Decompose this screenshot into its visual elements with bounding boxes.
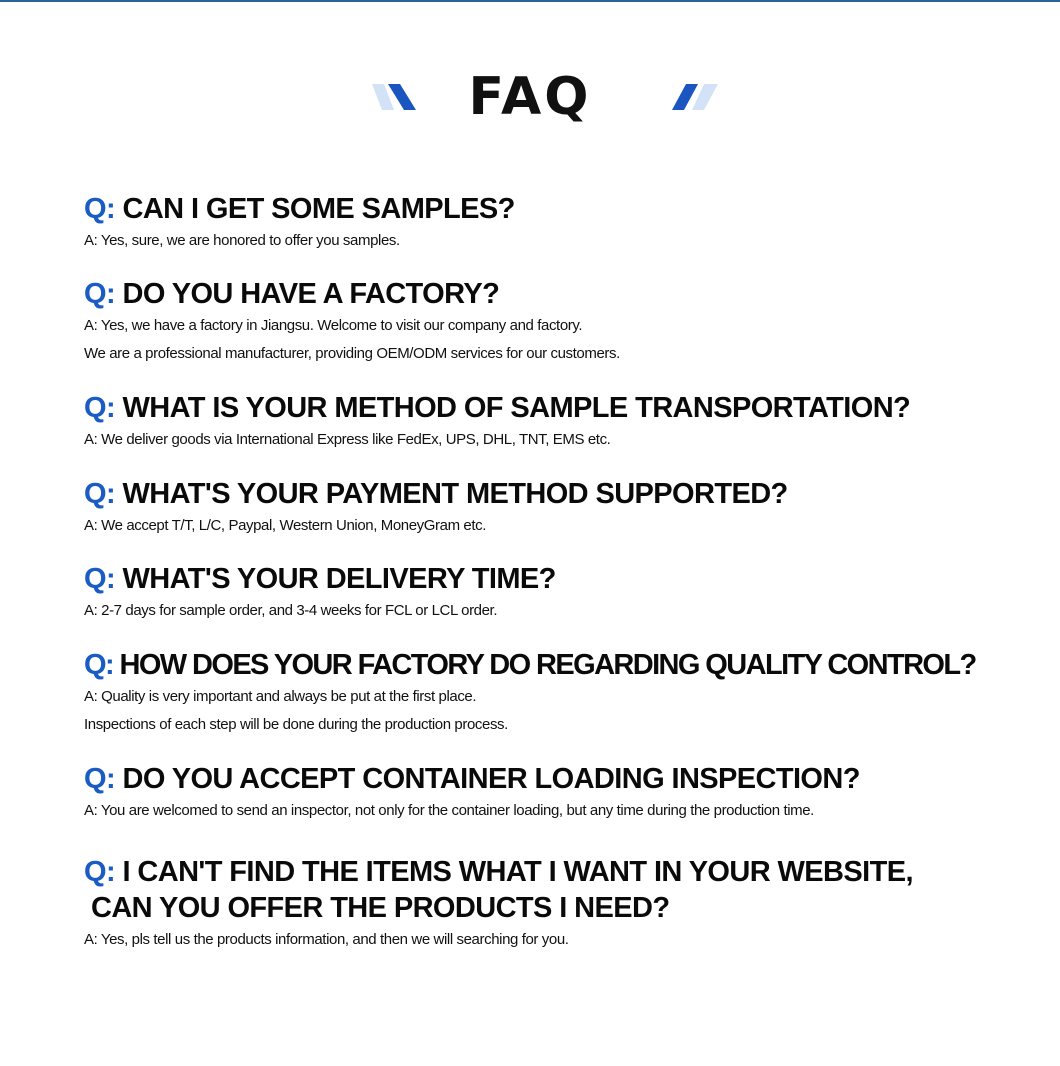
question-prefix: Q: [84,392,116,424]
question-prefix: Q: [84,563,116,595]
page-title: FAQ [468,67,592,127]
faq-question [84,647,1044,683]
question-text: WHAT'S YOUR DELIVERY TIME? [122,563,556,595]
faq-question [84,476,1044,512]
faq-item [84,191,1044,255]
faq-answer: Inspections of each step will be done during the production process. [84,716,508,733]
question-prefix: Q: [84,856,116,888]
faq-item [84,647,1044,739]
faq-item [84,476,1044,540]
question-text: WHAT IS YOUR METHOD OF SAMPLE TRANSPORTATION? [122,392,911,424]
question-prefix: Q: [84,278,116,310]
faq-item [84,761,1044,825]
faq-question [84,854,1044,926]
faq-item [84,561,1044,625]
question-prefix: Q: [84,478,116,510]
faq-answer: A: Quality is very important and always be put at the first place. [84,688,477,705]
faq-question [84,761,1044,797]
question-text: DO YOU ACCEPT CONTAINER LOADING INSPECTION? [122,763,860,795]
faq-answer: A: We accept T/T, L/C, Paypal, Western Union, MoneyGram etc. [84,517,487,534]
question-text: I CAN'T FIND THE ITEMS WHAT I WANT IN YOUR WEBSITE, [122,856,913,888]
question-prefix: Q: [84,193,116,225]
question-text: DO YOU HAVE A FACTORY? [122,278,500,310]
top-border [0,0,1060,2]
question-prefix: Q: [84,763,116,795]
faq-item [84,854,1044,954]
faq-question [84,276,1044,312]
faq-answer: A: 2-7 days for sample order, and 3-4 weeks for FCL or LCL order. [84,602,498,619]
faq-answer: A: Yes, sure, we are honored to offer you samples. [84,232,400,249]
faq-answer: A: We deliver goods via International Express like FedEx, UPS, DHL, TNT, EMS etc. [84,431,611,448]
faq-answer: A: You are welcomed to send an inspector, not only for the container loading, but any time during the production time. [84,802,814,819]
question-text: HOW DOES YOUR FACTORY DO REGARDING QUALITY CONTROL? [119,649,976,681]
faq-question [84,191,1044,227]
question-text: WHAT'S YOUR PAYMENT METHOD SUPPORTED? [122,478,788,510]
faq-question [84,561,1044,597]
right-slash-decoration-icon [672,84,718,110]
faq-header [0,68,1060,130]
faq-item [84,276,1044,368]
question-text-line2: CAN YOU OFFER THE PRODUCTS I NEED? [91,892,670,924]
faq-answer: A: Yes, pls tell us the products information, and then we will searching for you. [84,931,569,948]
faq-item [84,390,1044,454]
question-text: CAN I GET SOME SAMPLES? [122,193,515,225]
faq-question [84,390,1044,426]
question-prefix: Q: [84,649,114,681]
faq-answer: We are a professional manufacturer, providing OEM/ODM services for our customers. [84,345,620,362]
faq-answer: A: Yes, we have a factory in Jiangsu. Welcome to visit our company and factory. [84,317,583,334]
